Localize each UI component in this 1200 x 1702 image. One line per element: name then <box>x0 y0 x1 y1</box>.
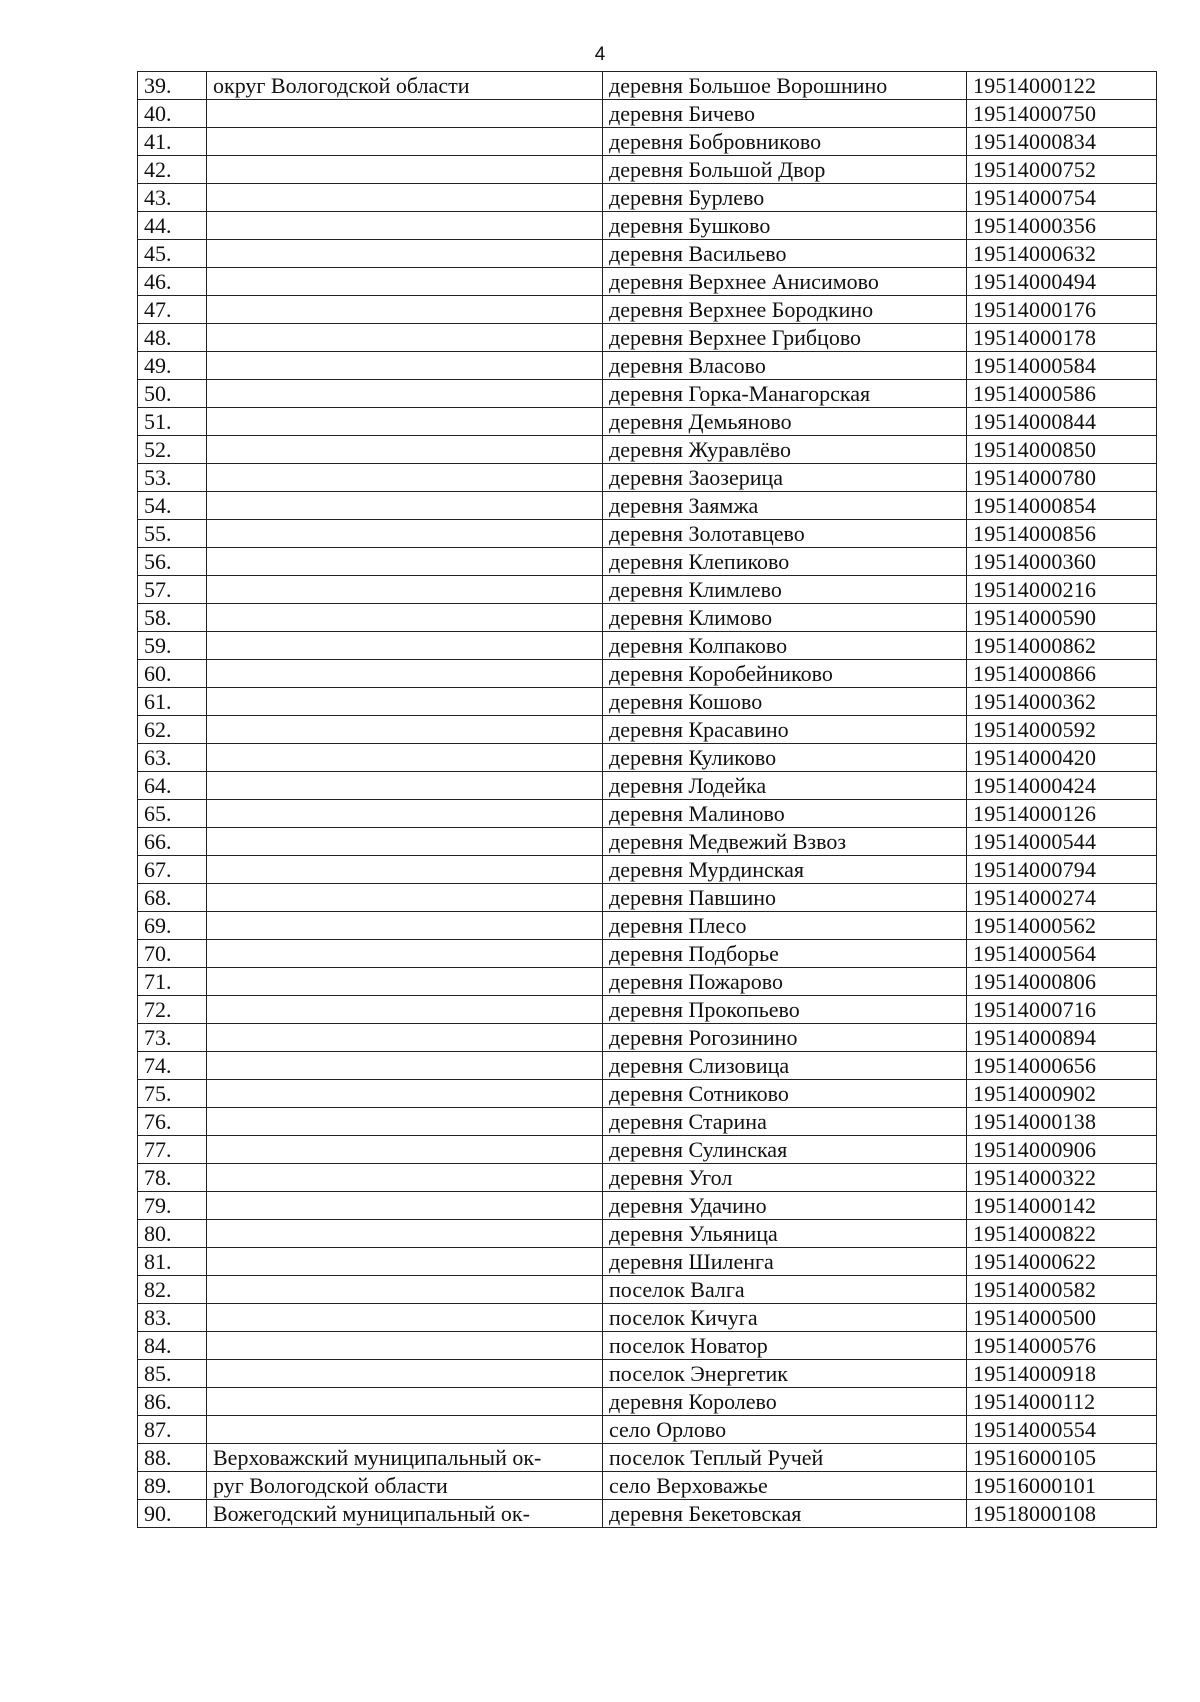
table-row <box>138 968 1157 996</box>
oktmo-code-cell: 19514000656 <box>967 1052 1157 1080</box>
table-row <box>138 184 1157 212</box>
settlement-cell: поселок Кичуга <box>603 1304 967 1332</box>
row-number-cell: 82. <box>138 1276 207 1304</box>
settlement-cell: поселок Энергетик <box>603 1360 967 1388</box>
oktmo-code-cell: 19514000752 <box>967 156 1157 184</box>
settlement-cell: деревня Бурлево <box>603 184 967 212</box>
table-row <box>138 464 1157 492</box>
row-number-cell: 88. <box>138 1444 207 1472</box>
row-number-cell: 63. <box>138 744 207 772</box>
table-row <box>138 940 1157 968</box>
table-row <box>138 520 1157 548</box>
settlement-cell: деревня Бобровниково <box>603 128 967 156</box>
district-cell <box>207 1024 603 1052</box>
table-row <box>138 632 1157 660</box>
district-cell <box>207 884 603 912</box>
oktmo-code-cell: 19514000918 <box>967 1360 1157 1388</box>
settlement-cell: деревня Золотавцево <box>603 520 967 548</box>
oktmo-code-cell: 19514000562 <box>967 912 1157 940</box>
row-number-cell: 68. <box>138 884 207 912</box>
district-cell <box>207 520 603 548</box>
district-cell <box>207 1164 603 1192</box>
oktmo-code-cell: 19514000622 <box>967 1248 1157 1276</box>
settlement-cell: деревня Климлево <box>603 576 967 604</box>
table-row <box>138 1276 1157 1304</box>
settlement-cell: деревня Красавино <box>603 716 967 744</box>
row-number-cell: 70. <box>138 940 207 968</box>
oktmo-code-cell: 19514000894 <box>967 1024 1157 1052</box>
row-number-cell: 47. <box>138 296 207 324</box>
settlement-cell: деревня Медвежий Взвоз <box>603 828 967 856</box>
table-row <box>138 744 1157 772</box>
settlements-table <box>137 71 1157 1528</box>
row-number-cell: 69. <box>138 912 207 940</box>
district-cell <box>207 912 603 940</box>
table-row <box>138 1472 1157 1500</box>
row-number-cell: 77. <box>138 1136 207 1164</box>
row-number-cell: 86. <box>138 1388 207 1416</box>
row-number-cell: 65. <box>138 800 207 828</box>
settlement-cell: деревня Горка-Манагорская <box>603 380 967 408</box>
district-cell <box>207 968 603 996</box>
district-cell <box>207 1192 603 1220</box>
row-number-cell: 53. <box>138 464 207 492</box>
table-row <box>138 1360 1157 1388</box>
row-number-cell: 41. <box>138 128 207 156</box>
district-cell <box>207 576 603 604</box>
table-row <box>138 408 1157 436</box>
table-row <box>138 1108 1157 1136</box>
row-number-cell: 83. <box>138 1304 207 1332</box>
district-cell <box>207 744 603 772</box>
settlement-cell: деревня Слизовица <box>603 1052 967 1080</box>
oktmo-code-cell: 19516000101 <box>967 1472 1157 1500</box>
settlement-cell: деревня Кошово <box>603 688 967 716</box>
row-number-cell: 60. <box>138 660 207 688</box>
settlement-cell: деревня Журавлёво <box>603 436 967 464</box>
table-row <box>138 828 1157 856</box>
district-cell <box>207 324 603 352</box>
row-number-cell: 44. <box>138 212 207 240</box>
settlement-cell: деревня Шиленга <box>603 1248 967 1276</box>
row-number-cell: 72. <box>138 996 207 1024</box>
table-row <box>138 128 1157 156</box>
settlement-cell: деревня Коробейниково <box>603 660 967 688</box>
oktmo-code-cell: 19514000494 <box>967 268 1157 296</box>
row-number-cell: 90. <box>138 1500 207 1528</box>
table-row <box>138 1500 1157 1528</box>
row-number-cell: 89. <box>138 1472 207 1500</box>
settlement-cell: поселок Валга <box>603 1276 967 1304</box>
oktmo-code-cell: 19514000274 <box>967 884 1157 912</box>
settlement-cell: деревня Бушково <box>603 212 967 240</box>
settlement-cell: деревня Плесо <box>603 912 967 940</box>
district-cell <box>207 380 603 408</box>
row-number-cell: 58. <box>138 604 207 632</box>
table-row <box>138 1052 1157 1080</box>
settlement-cell: деревня Лодейка <box>603 772 967 800</box>
district-cell <box>207 548 603 576</box>
row-number-cell: 85. <box>138 1360 207 1388</box>
table-row <box>138 996 1157 1024</box>
district-cell <box>207 212 603 240</box>
settlement-cell: деревня Бичево <box>603 100 967 128</box>
row-number-cell: 79. <box>138 1192 207 1220</box>
table-row <box>138 1416 1157 1444</box>
row-number-cell: 67. <box>138 856 207 884</box>
oktmo-code-cell: 19514000906 <box>967 1136 1157 1164</box>
district-cell: руг Вологодской области <box>207 1472 603 1500</box>
oktmo-code-cell: 19514000142 <box>967 1192 1157 1220</box>
district-cell <box>207 296 603 324</box>
district-cell <box>207 1276 603 1304</box>
row-number-cell: 56. <box>138 548 207 576</box>
table-row <box>138 912 1157 940</box>
row-number-cell: 43. <box>138 184 207 212</box>
row-number-cell: 55. <box>138 520 207 548</box>
oktmo-code-cell: 19514000362 <box>967 688 1157 716</box>
district-cell <box>207 1416 603 1444</box>
settlement-cell: деревня Прокопьево <box>603 996 967 1024</box>
row-number-cell: 57. <box>138 576 207 604</box>
settlement-cell: деревня Бекетовская <box>603 1500 967 1528</box>
table-row <box>138 1164 1157 1192</box>
oktmo-code-cell: 19514000822 <box>967 1220 1157 1248</box>
row-number-cell: 39. <box>138 72 207 100</box>
row-number-cell: 42. <box>138 156 207 184</box>
table-row <box>138 604 1157 632</box>
settlement-cell: деревня Колпаково <box>603 632 967 660</box>
row-number-cell: 76. <box>138 1108 207 1136</box>
settlement-cell: деревня Заямжа <box>603 492 967 520</box>
table-row <box>138 1304 1157 1332</box>
table-row <box>138 352 1157 380</box>
settlement-cell: деревня Пожарово <box>603 968 967 996</box>
district-cell <box>207 688 603 716</box>
settlement-cell: деревня Большое Ворошнино <box>603 72 967 100</box>
table-row <box>138 100 1157 128</box>
oktmo-code-cell: 19514000632 <box>967 240 1157 268</box>
district-cell <box>207 408 603 436</box>
table-row <box>138 1024 1157 1052</box>
row-number-cell: 50. <box>138 380 207 408</box>
oktmo-code-cell: 19516000105 <box>967 1444 1157 1472</box>
row-number-cell: 54. <box>138 492 207 520</box>
settlement-cell: деревня Верхнее Грибцово <box>603 324 967 352</box>
oktmo-code-cell: 19514000834 <box>967 128 1157 156</box>
table-row <box>138 1080 1157 1108</box>
district-cell <box>207 1332 603 1360</box>
district-cell <box>207 156 603 184</box>
row-number-cell: 62. <box>138 716 207 744</box>
row-number-cell: 64. <box>138 772 207 800</box>
oktmo-code-cell: 19514000126 <box>967 800 1157 828</box>
district-cell <box>207 660 603 688</box>
oktmo-code-cell: 19514000586 <box>967 380 1157 408</box>
district-cell <box>207 1248 603 1276</box>
table-row <box>138 492 1157 520</box>
settlement-cell: деревня Удачино <box>603 1192 967 1220</box>
settlement-cell: деревня Верхнее Анисимово <box>603 268 967 296</box>
row-number-cell: 52. <box>138 436 207 464</box>
district-cell <box>207 716 603 744</box>
table-row <box>138 660 1157 688</box>
district-cell <box>207 268 603 296</box>
oktmo-code-cell: 19514000854 <box>967 492 1157 520</box>
settlement-cell: деревня Климово <box>603 604 967 632</box>
district-cell: Верховажский муниципальный ок- <box>207 1444 603 1472</box>
table-row <box>138 1136 1157 1164</box>
table-row <box>138 72 1157 100</box>
settlement-cell: деревня Большой Двор <box>603 156 967 184</box>
district-cell: Вожегодский муниципальный ок- <box>207 1500 603 1528</box>
row-number-cell: 78. <box>138 1164 207 1192</box>
oktmo-code-cell: 19514000322 <box>967 1164 1157 1192</box>
oktmo-code-cell: 19514000122 <box>967 72 1157 100</box>
district-cell <box>207 1304 603 1332</box>
row-number-cell: 81. <box>138 1248 207 1276</box>
page-number: 4 <box>594 44 606 65</box>
row-number-cell: 46. <box>138 268 207 296</box>
settlement-cell: деревня Верхнее Бородкино <box>603 296 967 324</box>
oktmo-code-cell: 19514000750 <box>967 100 1157 128</box>
district-cell <box>207 492 603 520</box>
oktmo-code-cell: 19514000138 <box>967 1108 1157 1136</box>
oktmo-code-cell: 19514000780 <box>967 464 1157 492</box>
oktmo-code-cell: 19514000806 <box>967 968 1157 996</box>
oktmo-code-cell: 19514000856 <box>967 520 1157 548</box>
oktmo-code-cell: 19514000850 <box>967 436 1157 464</box>
table-row <box>138 688 1157 716</box>
oktmo-code-cell: 19514000112 <box>967 1388 1157 1416</box>
settlements-table-body <box>138 72 1157 1528</box>
settlement-cell: деревня Сулинская <box>603 1136 967 1164</box>
oktmo-code-cell: 19514000582 <box>967 1276 1157 1304</box>
settlement-cell: деревня Власово <box>603 352 967 380</box>
table-row <box>138 1220 1157 1248</box>
row-number-cell: 49. <box>138 352 207 380</box>
district-cell <box>207 240 603 268</box>
table-row <box>138 296 1157 324</box>
settlement-cell: деревня Рогозинино <box>603 1024 967 1052</box>
table-row <box>138 380 1157 408</box>
oktmo-code-cell: 19514000178 <box>967 324 1157 352</box>
table-row <box>138 548 1157 576</box>
oktmo-code-cell: 19514000360 <box>967 548 1157 576</box>
oktmo-code-cell: 19514000564 <box>967 940 1157 968</box>
settlement-cell: деревня Малиново <box>603 800 967 828</box>
district-cell <box>207 996 603 1024</box>
district-cell <box>207 800 603 828</box>
district-cell <box>207 1388 603 1416</box>
row-number-cell: 73. <box>138 1024 207 1052</box>
district-cell <box>207 1220 603 1248</box>
table-row <box>138 1248 1157 1276</box>
district-cell <box>207 352 603 380</box>
table-row <box>138 576 1157 604</box>
table-row <box>138 1444 1157 1472</box>
row-number-cell: 84. <box>138 1332 207 1360</box>
settlement-cell: поселок Новатор <box>603 1332 967 1360</box>
settlement-cell: деревня Васильево <box>603 240 967 268</box>
oktmo-code-cell: 19514000794 <box>967 856 1157 884</box>
settlement-cell: поселок Теплый Ручей <box>603 1444 967 1472</box>
table-row <box>138 324 1157 352</box>
oktmo-code-cell: 19514000544 <box>967 828 1157 856</box>
district-cell <box>207 464 603 492</box>
district-cell <box>207 828 603 856</box>
oktmo-code-cell: 19514000902 <box>967 1080 1157 1108</box>
table-row <box>138 268 1157 296</box>
oktmo-code-cell: 19514000866 <box>967 660 1157 688</box>
settlement-cell: деревня Подборье <box>603 940 967 968</box>
district-cell <box>207 772 603 800</box>
table-row <box>138 800 1157 828</box>
district-cell <box>207 604 603 632</box>
settlement-cell: деревня Павшино <box>603 884 967 912</box>
settlement-cell: село Орлово <box>603 1416 967 1444</box>
row-number-cell: 80. <box>138 1220 207 1248</box>
oktmo-code-cell: 19518000108 <box>967 1500 1157 1528</box>
district-cell <box>207 184 603 212</box>
oktmo-code-cell: 19514000424 <box>967 772 1157 800</box>
oktmo-code-cell: 19514000216 <box>967 576 1157 604</box>
district-cell <box>207 1108 603 1136</box>
table-row <box>138 240 1157 268</box>
table-row <box>138 884 1157 912</box>
oktmo-code-cell: 19514000500 <box>967 1304 1157 1332</box>
row-number-cell: 48. <box>138 324 207 352</box>
oktmo-code-cell: 19514000592 <box>967 716 1157 744</box>
settlement-cell: деревня Демьяново <box>603 408 967 436</box>
settlement-cell: деревня Заозерица <box>603 464 967 492</box>
oktmo-code-cell: 19514000590 <box>967 604 1157 632</box>
district-cell <box>207 940 603 968</box>
settlement-cell: деревня Ульяница <box>603 1220 967 1248</box>
district-cell <box>207 1136 603 1164</box>
district-cell <box>207 100 603 128</box>
oktmo-code-cell: 19514000176 <box>967 296 1157 324</box>
settlement-cell: деревня Сотниково <box>603 1080 967 1108</box>
settlement-cell: деревня Угол <box>603 1164 967 1192</box>
district-cell <box>207 1360 603 1388</box>
row-number-cell: 51. <box>138 408 207 436</box>
oktmo-code-cell: 19514000862 <box>967 632 1157 660</box>
district-cell <box>207 436 603 464</box>
table-row <box>138 772 1157 800</box>
table-row <box>138 156 1157 184</box>
oktmo-code-cell: 19514000716 <box>967 996 1157 1024</box>
settlement-cell: деревня Королево <box>603 1388 967 1416</box>
row-number-cell: 45. <box>138 240 207 268</box>
table-row <box>138 212 1157 240</box>
table-row <box>138 1388 1157 1416</box>
oktmo-code-cell: 19514000844 <box>967 408 1157 436</box>
settlement-cell: деревня Куликово <box>603 744 967 772</box>
table-row <box>138 1332 1157 1360</box>
district-cell <box>207 1052 603 1080</box>
table-row <box>138 436 1157 464</box>
oktmo-code-cell: 19514000420 <box>967 744 1157 772</box>
table-row <box>138 716 1157 744</box>
row-number-cell: 71. <box>138 968 207 996</box>
settlement-cell: деревня Клепиково <box>603 548 967 576</box>
row-number-cell: 61. <box>138 688 207 716</box>
settlement-cell: деревня Старина <box>603 1108 967 1136</box>
oktmo-code-cell: 19514000754 <box>967 184 1157 212</box>
district-cell: округ Вологодской области <box>207 72 603 100</box>
district-cell <box>207 632 603 660</box>
row-number-cell: 87. <box>138 1416 207 1444</box>
row-number-cell: 75. <box>138 1080 207 1108</box>
oktmo-code-cell: 19514000356 <box>967 212 1157 240</box>
row-number-cell: 66. <box>138 828 207 856</box>
settlement-cell: деревня Мурдинская <box>603 856 967 884</box>
row-number-cell: 59. <box>138 632 207 660</box>
oktmo-code-cell: 19514000576 <box>967 1332 1157 1360</box>
district-cell <box>207 856 603 884</box>
table-row <box>138 856 1157 884</box>
row-number-cell: 40. <box>138 100 207 128</box>
row-number-cell: 74. <box>138 1052 207 1080</box>
oktmo-code-cell: 19514000584 <box>967 352 1157 380</box>
oktmo-code-cell: 19514000554 <box>967 1416 1157 1444</box>
district-cell <box>207 128 603 156</box>
table-row <box>138 1192 1157 1220</box>
settlement-cell: село Верховажье <box>603 1472 967 1500</box>
district-cell <box>207 1080 603 1108</box>
